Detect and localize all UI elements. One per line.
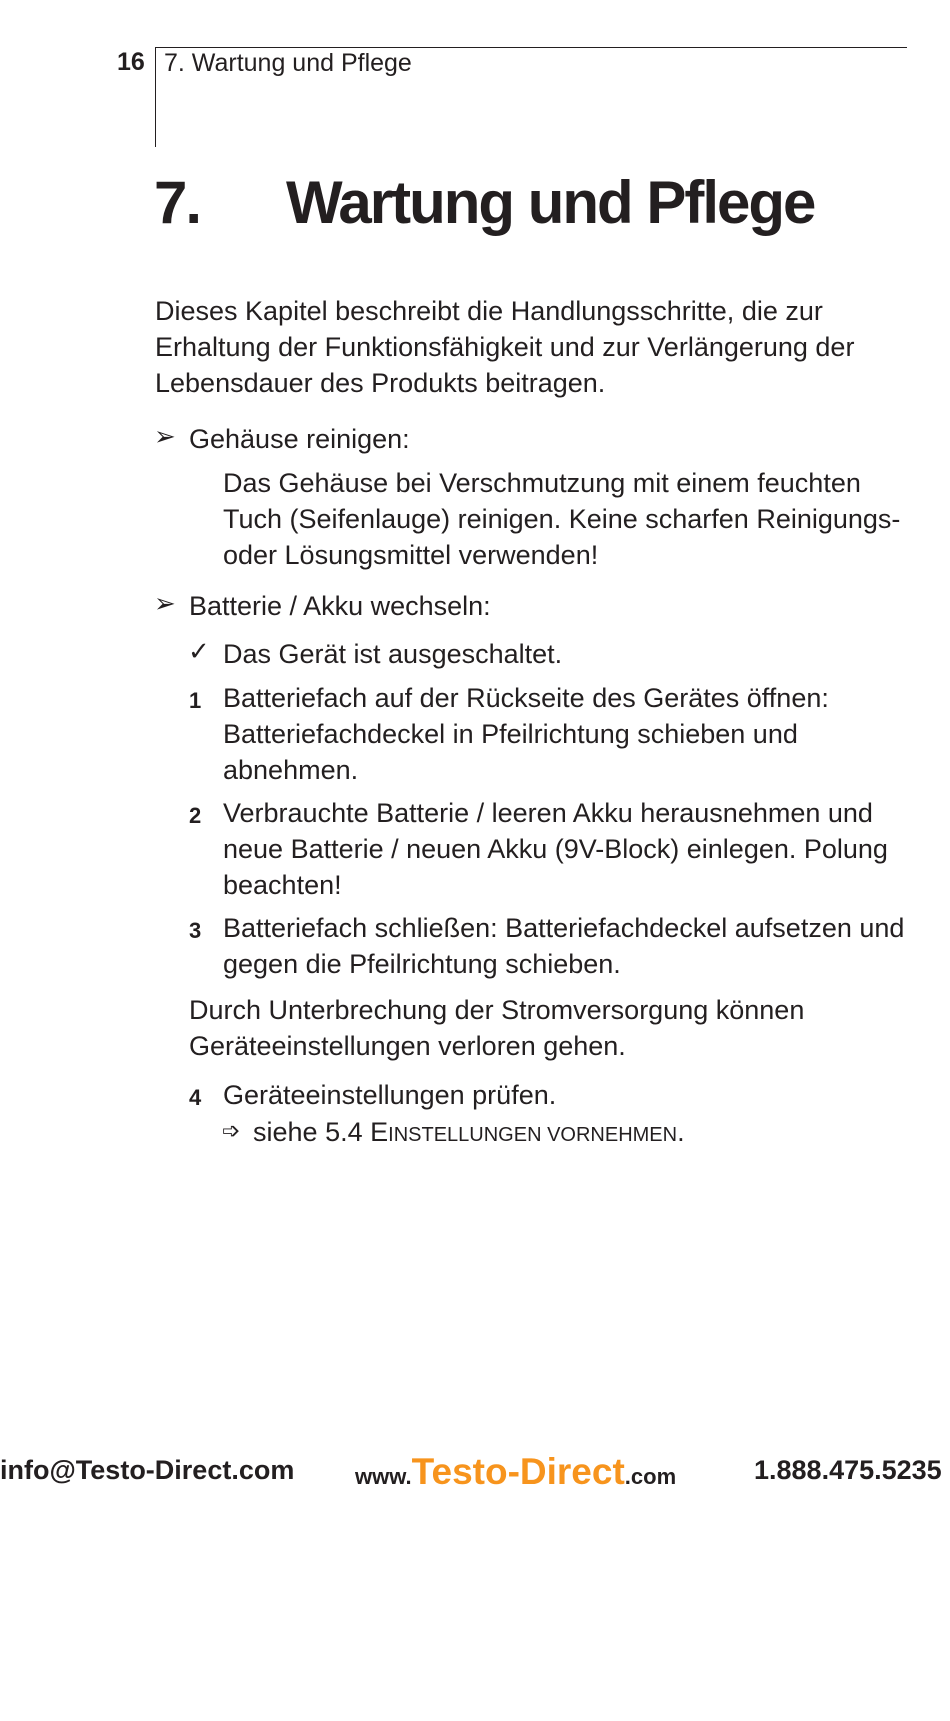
arrow-bullet-icon: ➢ (154, 588, 176, 618)
precondition-text: Das Gerät ist ausgeschaltet. (223, 639, 563, 669)
step-number: 2 (189, 803, 202, 828)
xref-small-caps: INSTELLUNGEN VORNEHMEN (388, 1124, 678, 1146)
battery-heading: Batterie / Akku wechseln: (189, 591, 491, 621)
xref-section-number: 5.4 (325, 1117, 363, 1147)
footer-website[interactable] (355, 1451, 676, 1493)
page-number: 16 (117, 48, 145, 76)
footer-www-prefix: www. (355, 1464, 412, 1489)
note-paragraph: Durch Unterbrechung der Stromversorgung können Geräteeinstellungen verloren gehen. (189, 995, 805, 1061)
xref-end: . (677, 1117, 685, 1147)
intro-paragraph: Dieses Kapitel beschreibt die Handlungsschritte, die zur Erhaltung der Funktionsfähigkeit und zur Verlängerung der Lebensdauer des Produkts beitragen. (155, 296, 855, 398)
step-number: 3 (189, 918, 202, 943)
footer-phone[interactable]: 1.888.475.5235 (754, 1455, 942, 1485)
header-vertical-rule (155, 47, 156, 147)
xref-prefix: siehe (253, 1117, 318, 1147)
xref-cap: E (370, 1117, 389, 1147)
step-number: 4 (189, 1085, 202, 1110)
running-title: 7. Wartung und Pflege (164, 49, 412, 77)
step-text: Batteriefach auf der Rückseite des Gerätes öffnen: Batteriefachdeckel in Pfeilrichtung schieben und abnehmen. (223, 683, 829, 785)
cross-reference[interactable] (253, 1114, 685, 1153)
step-text: Geräteeinstellungen prüfen. (223, 1080, 557, 1110)
chapter-number: 7. (154, 169, 201, 236)
step-text: Verbrauchte Batterie / leeren Akku herausnehmen und neue Batterie / neuen Akku (9V-Block) einlegen. Polung beachten! (223, 798, 888, 900)
checkmark-icon: ✓ (188, 636, 210, 666)
housing-body: Das Gehäuse bei Verschmutzung mit einem feuchten Tuch (Seifenlauge) reinigen. Keine scharfen Reinigungs- oder Lösungsmittel verwenden! (223, 468, 901, 570)
step-number: 1 (189, 688, 202, 713)
footer-email[interactable]: info@Testo-Direct.com (0, 1455, 295, 1485)
housing-heading: Gehäuse reinigen: (189, 424, 410, 454)
header-horizontal-rule (155, 47, 907, 48)
arrow-bullet-icon: ➢ (154, 421, 176, 451)
footer-www-brand: Testo-Direct (411, 1451, 625, 1492)
footer-www-suffix: .com (624, 1464, 677, 1489)
step-text: Batteriefach schließen: Batteriefachdeckel aufsetzen und gegen die Pfeilrichtung schieben. (223, 913, 905, 979)
reference-arrow-icon: ➩ (222, 1118, 241, 1143)
chapter-title: Wartung und Pflege (286, 169, 815, 236)
